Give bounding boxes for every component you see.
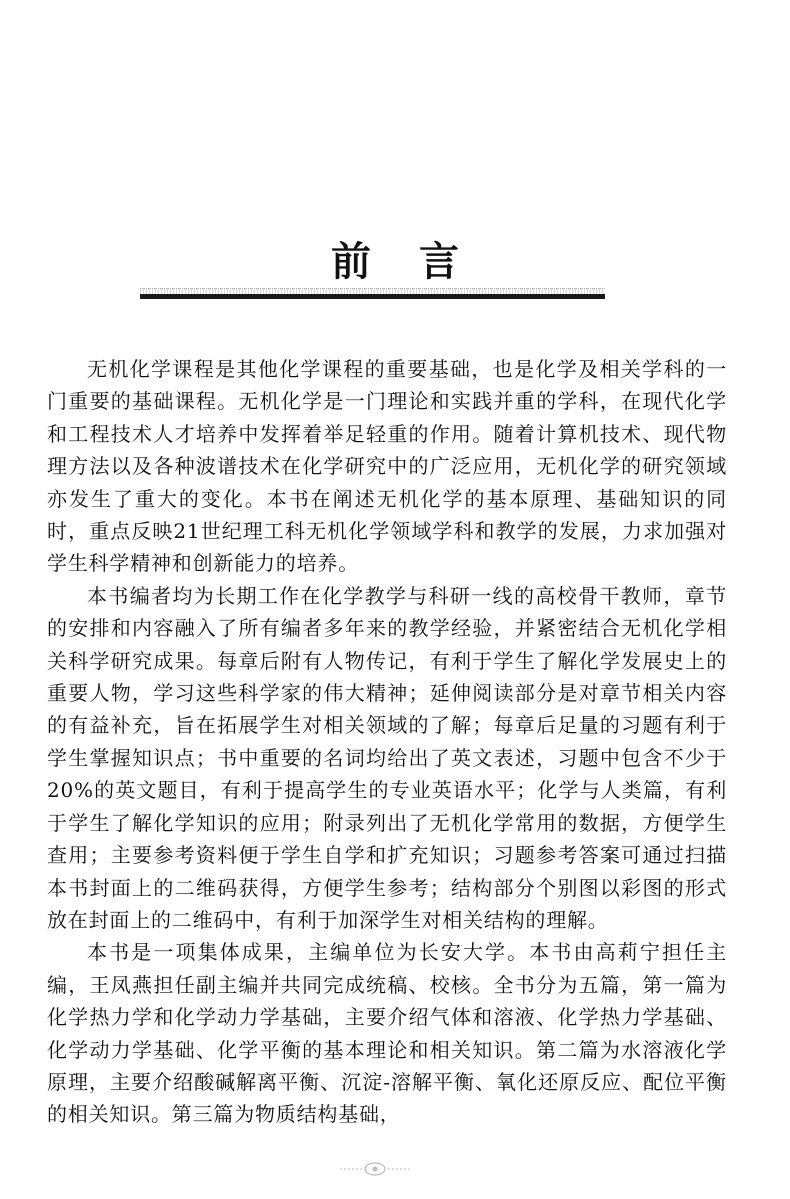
paragraph-2: 本书编者均为长期工作在化学教学与科研一线的高校骨干教师，章节的安排和内容融入了所有编者多年来的教学经验，并紧密结合无机化学相关科学研究成果。每章后附有人物传记，有利于学生了解化学发展史上的重要人物，学习这些科学家的伟大精神；延伸阅读部分是对章节相关内容的有益补充，旨在拓展学生对相关领域的了解；每章后足量的习题有利于学生掌握知识点；书中重要的名词均给出了英文表述，习题中包含不少于20%的英文题目，有利于提高学生的专业英语水平；化学与人类篇，有利于学生了解化学知识的应用；附录列出了无机化学常用的数据，方便学生查用；主要参考资料便于学生自学和扩充知识；习题参考答案可通过扫描本书封面上的二维码获得，方便学生参考；结构部分个别图以彩图的形式放在封面上的二维码中，有利于加深学生对相关结构的理解。 <box>47 583 727 932</box>
preface-body <box>47 353 727 1131</box>
page-title: 前言 <box>331 239 507 285</box>
title-rule-bar <box>140 294 605 299</box>
paragraph-1: 无机化学课程是其他化学课程的重要基础，也是化学及相关学科的一门重要的基础课程。无机化学是一门理论和实践并重的学科，在现代化学和工程技术人才培养中发挥着举足轻重的作用。随着计算机技术、现代物理方法以及各种波谱技术在化学研究中的广泛应用，无机化学的研究领域亦发生了重大的变化。本书在阐述无机化学的基本原理、基础知识的同时，重点反映21世纪理工科无机化学领域学科和教学的发展，力求加强对学生科学精神和创新能力的培养。 <box>47 357 727 576</box>
paragraph-3: 本书是一项集体成果，主编单位为长安大学。本书由高莉宁担任主编，王凤燕担任副主编并共同完成统稿、校核。全书分为五篇，第一篇为化学热力学和化学动力学基础，主要介绍气体和溶液、化学热力学基础、化学动力学基础、化学平衡的基本理论和相关知识。第二篇为水溶液化学原理，主要介绍酸碱解离平衡、沉淀-溶解平衡、氧化还原反应、配位平衡的相关知识。第三篇为物质结构基础， <box>47 940 727 1127</box>
title-underline <box>140 288 605 300</box>
footer-ornament-icon <box>340 1160 410 1178</box>
